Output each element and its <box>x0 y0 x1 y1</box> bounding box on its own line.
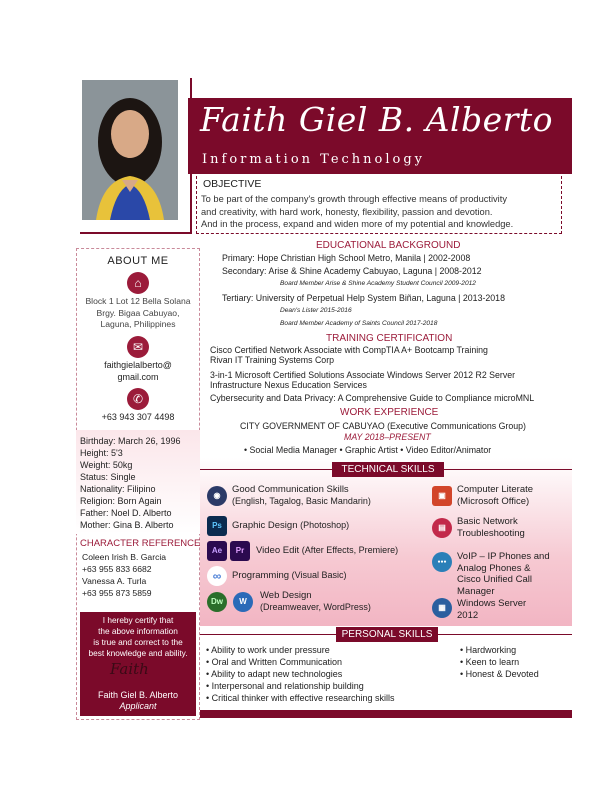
skill-communication <box>232 484 371 507</box>
objective-line: And in the process, expand and widen more of my potential and knowledge. <box>201 219 514 229</box>
education-title: EDUCATIONAL BACKGROUND <box>316 240 461 251</box>
skill-sub: (Visual Basic) <box>291 570 347 580</box>
training-title: TRAINING CERTIFICATION <box>326 333 453 344</box>
education-primary: Primary: Hope Christian High School Metro, Manila | 2002-2008 <box>222 253 471 263</box>
personal-skill: • Ability to adapt new technologies <box>206 669 343 679</box>
photoshop-icon: Ps <box>207 516 227 536</box>
work-title: WORK EXPERIENCE <box>340 407 439 418</box>
work-period: MAY 2018–PRESENT <box>344 432 431 442</box>
certify-line: best knowledge and ability. <box>88 648 188 658</box>
skill-label: Windows Server <box>457 598 527 609</box>
reference-line: +63 955 833 6682 <box>82 564 152 574</box>
signature: Faith <box>110 660 149 678</box>
windows-server-icon: ▦ <box>432 598 452 618</box>
applicant-role: Applicant <box>119 701 157 711</box>
skill-label: Video Edit <box>256 545 300 556</box>
skill-label: VoIP – IP Phones and <box>457 551 550 562</box>
certify-line: I hereby certify that <box>102 615 174 625</box>
mail-icon: ✉ <box>127 336 149 358</box>
address <box>76 296 200 331</box>
reference-line: +63 955 873 5859 <box>82 588 152 598</box>
phone: +63 943 307 4498 <box>101 412 175 422</box>
programming-icon: ∞ <box>207 566 227 586</box>
personal-skill: • Ability to work under pressure <box>206 645 330 655</box>
objective-title: OBJECTIVE <box>203 178 262 190</box>
mother: Mother: Gina B. Alberto <box>80 520 174 530</box>
wordpress-icon: W <box>233 592 253 612</box>
certify-line: is true and correct to the <box>93 637 183 647</box>
education-tertiary-note: Board Member Academy of Saints Council 2017-2018 <box>280 320 438 327</box>
skill-sub: Manager <box>457 585 495 597</box>
premiere-icon: Pr <box>230 541 250 561</box>
skill-sub: (Microsoft Office) <box>457 495 530 507</box>
nationality: Nationality: Filipino <box>80 484 156 494</box>
weight: Weight: 50kg <box>80 460 133 470</box>
training-line: 3-in-1 Microsoft Certified Solutions Associate Windows Server 2012 R2 Server <box>210 370 516 380</box>
profile-photo <box>82 80 178 220</box>
skill-graphic-design <box>232 520 349 532</box>
email <box>76 360 200 383</box>
birthday: Birthday: March 26, 1996 <box>80 436 181 446</box>
personal-skill: • Hardworking <box>460 645 517 655</box>
applicant-name: Faith Giel B. Alberto <box>97 690 179 700</box>
skill-sub: (Photoshop) <box>300 520 350 530</box>
skill-sub: Analog Phones & <box>457 562 531 574</box>
skill-video-edit <box>256 545 398 557</box>
job-title: Information Technology <box>202 152 426 167</box>
father: Father: Noel D. Alberto <box>80 508 172 518</box>
about-title: ABOUT ME <box>107 255 169 267</box>
religion: Religion: Born Again <box>80 496 162 506</box>
training-line: Infrastructure Nexus Education Services <box>210 380 367 390</box>
skill-sub: 2012 <box>457 609 479 621</box>
personal-skills-title: PERSONAL SKILLS <box>336 627 438 642</box>
status: Status: Single <box>80 472 136 482</box>
address-line: Laguna, Philippines <box>100 319 176 329</box>
after-effects-icon: Ae <box>207 541 227 561</box>
education-tertiary: Tertiary: University of Perpetual Help System Biñan, Laguna | 2013-2018 <box>222 293 505 303</box>
skill-label: Good Communication Skills <box>232 484 349 495</box>
work-roles: • Social Media Manager • Graphic Artist • Video Editor/Animator <box>244 445 492 455</box>
communication-icon: ◉ <box>207 486 227 506</box>
address-line: Brgy. Bigaa Cabuyao, <box>96 307 180 318</box>
skill-label: Web Design <box>260 590 312 601</box>
skill-sub: (Dreamweaver, WordPress) <box>260 601 371 612</box>
office-icon: ▣ <box>432 486 452 506</box>
certify-line: the above information <box>98 626 178 636</box>
skill-windows-server <box>457 598 526 621</box>
cisco-icon: ●●● <box>432 552 452 572</box>
skill-sub: (English, Tagalog, Basic Mandarin) <box>232 495 371 506</box>
email-line: faithgielalberto@ <box>104 360 172 370</box>
education-secondary: Secondary: Arise & Shine Academy Cabuyao, Laguna | 2008-2012 <box>222 266 482 276</box>
skill-label: Graphic Design <box>232 520 298 531</box>
skill-sub: Cisco Unified Call <box>457 574 532 585</box>
skill-web-design <box>260 590 371 613</box>
reference-line: Vanessa A. Turla <box>82 576 147 586</box>
full-name: Faith Giel B. Alberto <box>200 100 554 139</box>
certification-text <box>82 615 194 659</box>
reference-line: Coleen Irish B. Garcia <box>82 552 167 562</box>
objective-text <box>201 193 563 231</box>
skill-label: Basic Network <box>457 516 518 527</box>
objective-line: To be part of the company's growth through effective means of productivity <box>201 194 507 204</box>
training-line: Rivan IT Training Systems Corp <box>210 355 335 365</box>
personal-skill: • Oral and Written Communication <box>206 657 343 667</box>
phone-icon: ✆ <box>127 388 149 410</box>
skill-voip <box>457 551 550 597</box>
personal-skill: • Interpersonal and relationship building <box>206 681 364 691</box>
skill-label: Computer Literate <box>457 484 534 495</box>
skill-sub: (After Effects, Premiere) <box>301 545 399 555</box>
bottom-bar <box>200 710 572 718</box>
email-line: gmail.com <box>117 371 159 382</box>
objective-line: and creativity, with hard work, honesty, flexibility, passion and devotion. <box>201 206 493 217</box>
skill-label: Programming <box>232 570 290 581</box>
address-line: Block 1 Lot 12 Bella Solana <box>85 296 191 306</box>
work-employer: CITY GOVERNMENT OF CABUYAO (Executive Communications Group) <box>240 421 526 431</box>
skill-sub: Troubleshooting <box>457 527 525 539</box>
skill-network <box>457 516 525 539</box>
personal-skill: • Critical thinker with effective researching skills <box>206 693 395 703</box>
character-reference-title: CHARACTER REFERENCE <box>80 538 201 549</box>
training-line: Cybersecurity and Data Privacy: A Comprehensive Guide to Compliance microMNL <box>210 393 535 403</box>
training-line: Cisco Certified Network Associate with CompTIA A+ Bootcamp Training <box>210 345 488 355</box>
technical-skills-title: TECHNICAL SKILLS <box>332 462 444 477</box>
height: Height: 5'3 <box>80 448 123 458</box>
dreamweaver-icon: Dw <box>207 592 227 612</box>
personal-skill: • Keen to learn <box>460 657 520 667</box>
personal-skill: • Honest & Devoted <box>460 669 539 679</box>
skill-programming <box>232 570 347 582</box>
network-icon: ▤ <box>432 518 452 538</box>
education-secondary-note: Board Member Arise & Shine Academy Student Council 2009-2012 <box>280 280 476 287</box>
skill-computer-literate <box>457 484 533 507</box>
education-tertiary-note: Dean's Lister 2015-2016 <box>280 307 352 314</box>
home-icon: ⌂ <box>127 272 149 294</box>
